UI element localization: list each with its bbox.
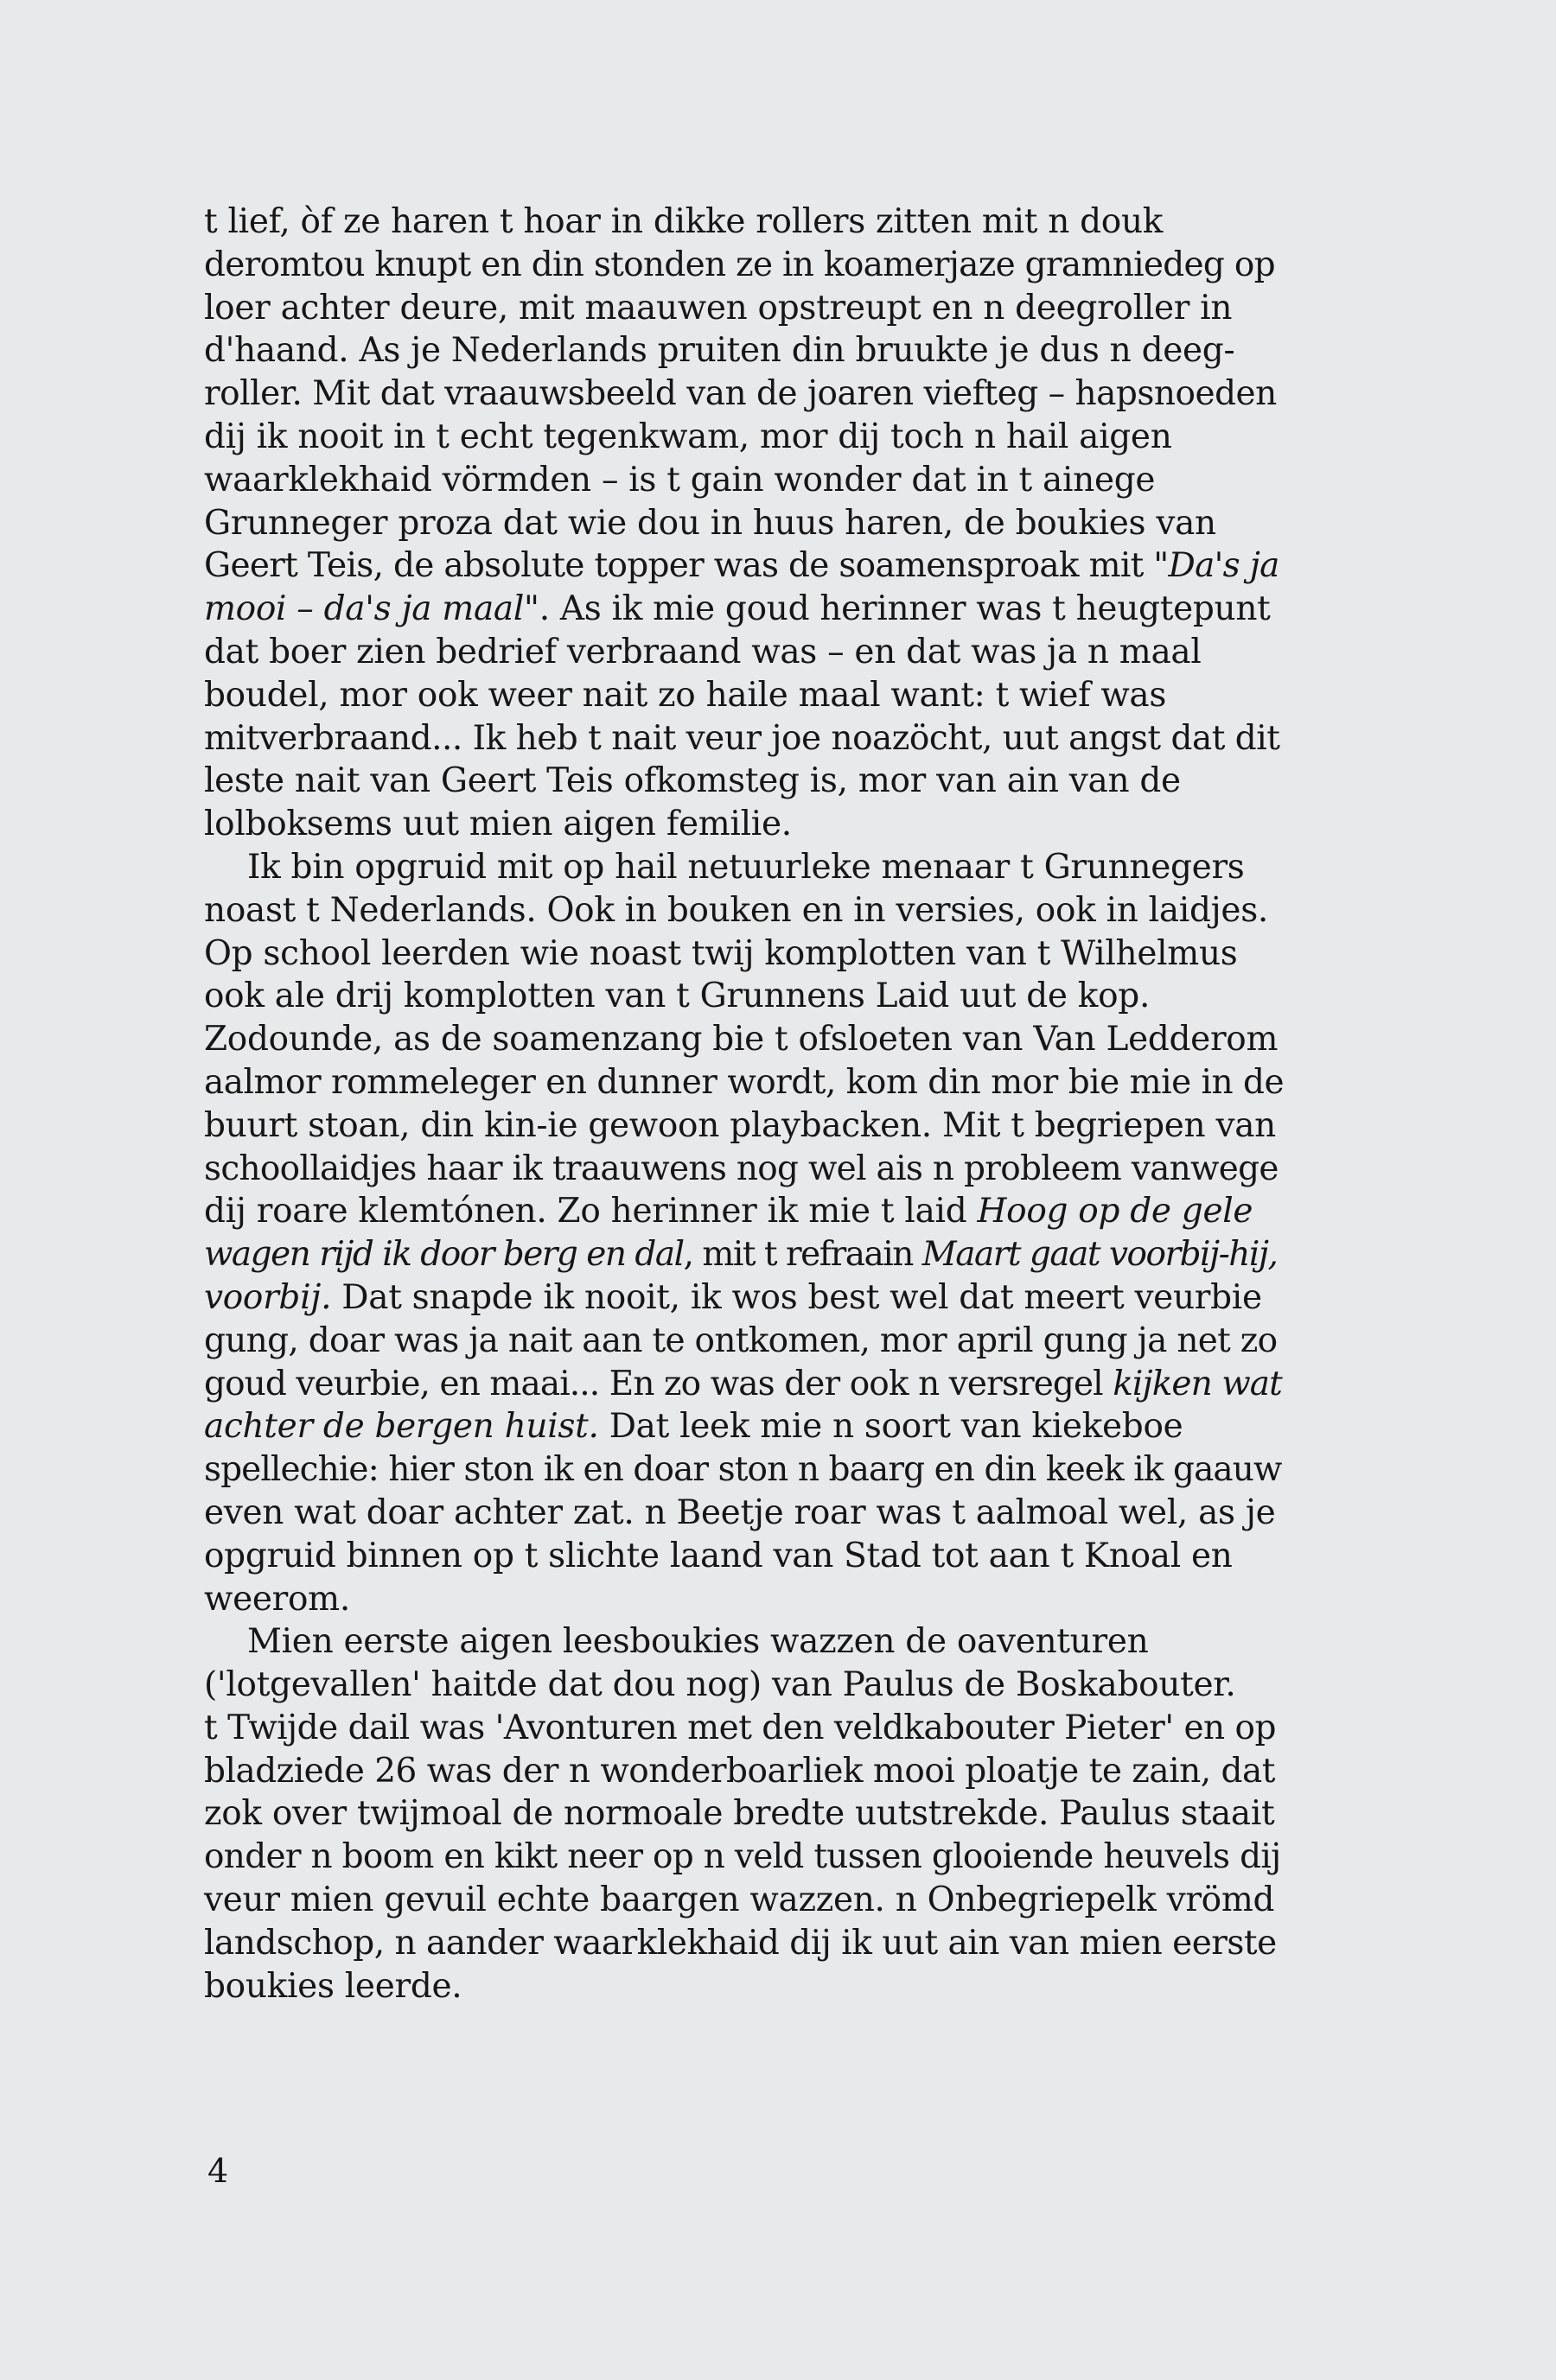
text-line	[204, 1148, 1285, 1191]
text-segment: waarklekhaid vörmden – is t gain wonder dat in t ainege	[204, 460, 1156, 500]
text-segment: ('lotgevallen' haitde dat dou nog) van Paulus de Boskabouter.	[204, 1665, 1236, 1705]
text-segment: aalmor rommeleger en dunner wordt, kom din mor bie mie in de	[204, 1062, 1285, 1102]
text-segment: t lief, òf ze haren t hoar in dikke rollers zitten mit n douk	[204, 202, 1164, 241]
page-number: 4	[207, 2152, 229, 2190]
italic-text-segment: kijken wat	[1113, 1364, 1282, 1403]
text-line	[204, 1320, 1285, 1363]
text-segment: dat boer zien bedrief verbraand was – en dat was ja n maal	[204, 632, 1202, 671]
text-segment: opgruid binnen op t slichte laand van Stad tot aan t Knoal en	[204, 1536, 1233, 1575]
text-segment: Grunneger proza dat wie dou in huus haren, de boukies van	[204, 503, 1216, 543]
italic-text-segment: wagen rijd ik door berg en dal	[204, 1235, 684, 1275]
text-line	[204, 1879, 1285, 1922]
text-segment: d'haand. As je Nederlands pruiten din bruukte je dus n deeg-	[204, 331, 1235, 371]
text-line	[204, 200, 1285, 244]
text-line	[204, 1792, 1285, 1836]
text-line	[204, 1190, 1285, 1233]
text-segment: even wat doar achter zat. n Beetje roar was t aalmoal wel, as je	[204, 1492, 1276, 1532]
text-segment: Op school leerden wie noast twij komplotten van t Wilhelmus	[204, 933, 1238, 973]
text-segment: dij ik nooit in t echt tegenkwam, mor dij toch n hail aigen	[204, 417, 1172, 456]
text-line	[204, 287, 1285, 330]
text-segment: boudel, mor ook weer nait zo haile maal want: t wief was	[204, 675, 1167, 715]
text-line	[204, 372, 1285, 416]
italic-text-segment: Maart gaat voorbij-hij,	[921, 1235, 1278, 1275]
text-segment: Dat leek mie n soort van kiekeboe	[598, 1407, 1183, 1447]
text-line	[204, 502, 1285, 545]
text-segment: , mit t refraain	[683, 1235, 922, 1275]
text-line	[204, 889, 1285, 932]
text-segment: veur mien gevuil echte baargen wazzen. n Onbegriepelk vrömd	[204, 1880, 1275, 1920]
text-line	[204, 1965, 1285, 2008]
text-segment: roller. Mit dat vraauwsbeeld van de joaren viefteg – hapsnoeden	[204, 374, 1277, 414]
text-line	[204, 1061, 1285, 1104]
text-segment: spellechie: hier ston ik en doar ston n baarg en din keek ik gaauw	[204, 1450, 1282, 1490]
text-segment: mitverbraand... Ik heb t nait veur joe noazöcht, uut angst dat dit	[204, 718, 1280, 758]
italic-text-segment: voorbij.	[204, 1277, 332, 1317]
text-segment: schoollaidjes haar ik traauwens nog wel ais n probleem vanwege	[204, 1149, 1279, 1188]
text-line	[204, 631, 1285, 674]
text-segment: gung, doar was ja nait aan te ontkomen, mor april gung ja net zo	[204, 1320, 1278, 1360]
text-line	[204, 932, 1285, 976]
italic-text-segment: mooi – da's ja maal"	[204, 589, 539, 629]
text-segment: Mien eerste aigen leesboukies wazzen de oaventuren	[247, 1622, 1149, 1662]
text-segment: zok over twijmoal de normoale bredte uutstrekde. Paulus staait	[204, 1794, 1275, 1834]
text-line	[204, 846, 1285, 889]
text-segment: weerom.	[204, 1579, 350, 1619]
text-line	[204, 1018, 1285, 1061]
text-line	[204, 244, 1285, 287]
body-text	[204, 200, 1285, 2008]
text-segment: goud veurbie, en maai... En zo was der ook n versregel	[204, 1364, 1113, 1403]
text-line	[204, 1620, 1285, 1664]
text-segment: loer achter deure, mit maauwen opstreupt en n deegroller in	[204, 288, 1233, 328]
text-segment: landschop, n aander waarklekhaid dij ik uut ain van mien eerste	[204, 1923, 1277, 1963]
text-line	[204, 1233, 1285, 1276]
text-line	[204, 544, 1285, 588]
text-line	[204, 1750, 1285, 1793]
text-line	[204, 588, 1285, 631]
text-segment: . As ik mie goud herinner was t heugtepunt	[539, 589, 1271, 629]
text-segment: ook ale drij komplotten van t Grunnens Laid uut de kop.	[204, 977, 1151, 1016]
text-segment: dij roare klemtónen. Zo herinner ik mie t laid	[204, 1192, 978, 1231]
text-line	[204, 329, 1285, 372]
italic-text-segment: "Da's ja	[1153, 546, 1279, 586]
text-line	[204, 1578, 1285, 1621]
text-line	[204, 1363, 1285, 1406]
text-line	[204, 1405, 1285, 1448]
text-segment: boukies leerde.	[204, 1966, 462, 2006]
text-line	[204, 1276, 1285, 1320]
text-line	[204, 760, 1285, 803]
text-line	[204, 1535, 1285, 1578]
text-segment: lolboksems uut mien aigen femilie.	[204, 805, 792, 844]
text-line	[204, 975, 1285, 1018]
text-segment: bladziede 26 was der n wonderboarliek mooi ploatje te zain, dat	[204, 1751, 1275, 1791]
text-line	[204, 1836, 1285, 1879]
text-segment: buurt stoan, din kin-ie gewoon playbacken. Mit t begriepen van	[204, 1105, 1276, 1145]
text-segment: onder n boom en kikt neer op n veld tussen glooiende heuvels dij	[204, 1837, 1281, 1877]
text-segment: noast t Nederlands. Ook in bouken en in versies, ook in laidjes.	[204, 890, 1269, 930]
text-line	[204, 1664, 1285, 1707]
italic-text-segment: achter de bergen huist.	[204, 1407, 599, 1447]
text-line	[204, 803, 1285, 846]
italic-text-segment: Hoog op de gele	[977, 1192, 1253, 1231]
text-segment: Geert Teis, de absolute topper was de soamensproak mit	[204, 546, 1154, 586]
text-line	[204, 1448, 1285, 1492]
text-line	[204, 459, 1285, 502]
text-line	[204, 1707, 1285, 1750]
text-segment: leste nait van Geert Teis ofkomsteg is, mor van ain van de	[204, 761, 1181, 801]
text-line	[204, 717, 1285, 760]
text-segment: Ik bin opgruid mit op hail netuurleke menaar t Grunnegers	[247, 847, 1245, 887]
text-line	[204, 416, 1285, 459]
text-line	[204, 674, 1285, 717]
text-line	[204, 1104, 1285, 1148]
text-segment: Zodounde, as de soamenzang bie t ofsloeten van Van Ledderom	[204, 1020, 1279, 1060]
text-segment: deromtou knupt en din stonden ze in koamerjaze gramniedeg op	[204, 245, 1275, 284]
text-line	[204, 1922, 1285, 1965]
text-segment: Dat snapde ik nooit, ik wos best wel dat meert veurbie	[331, 1277, 1262, 1317]
text-segment: t Twijde dail was 'Avonturen met den veldkabouter Pieter' en op	[204, 1708, 1276, 1747]
text-line	[204, 1492, 1285, 1535]
